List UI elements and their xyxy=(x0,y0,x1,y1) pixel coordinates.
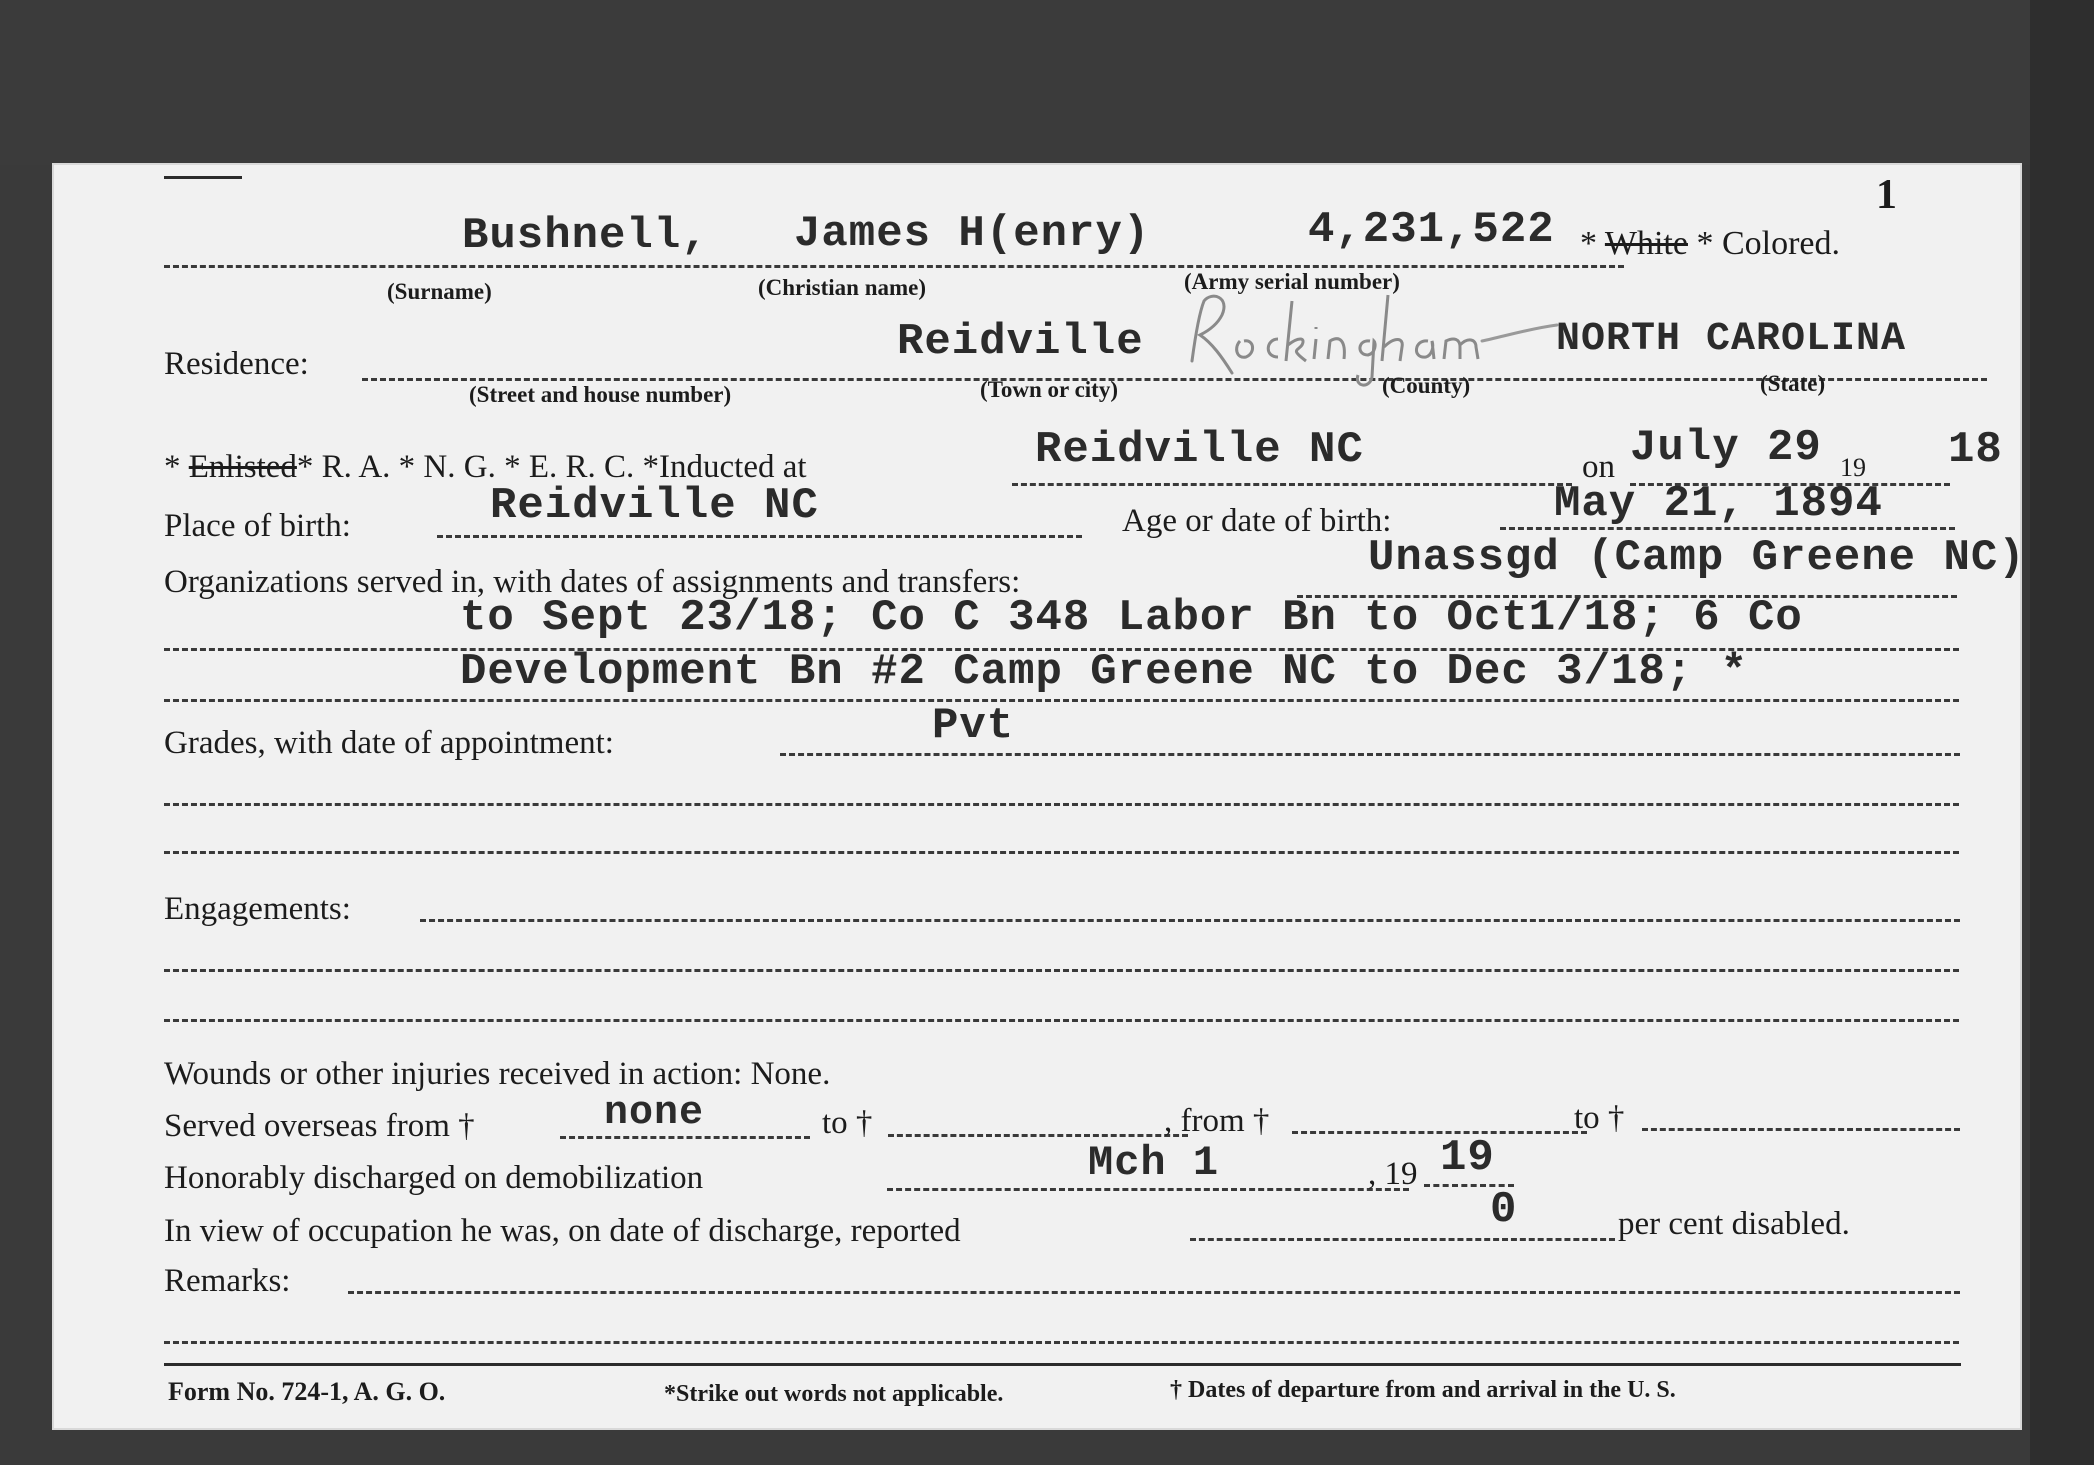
form-number: Form No. 724-1, A. G. O. xyxy=(168,1377,446,1406)
christian-name-value: James H(enry) xyxy=(794,209,1151,259)
overseas-to2-label: to † xyxy=(1574,1100,1625,1136)
discharge-date-value: Mch 1 xyxy=(1088,1139,1220,1187)
overseas-from-line xyxy=(560,1136,810,1139)
remarks-line-1 xyxy=(348,1291,1960,1294)
race-colored: * Colored. xyxy=(1696,225,1841,262)
surname-caption: (Surname) xyxy=(387,279,492,304)
card-number: 1 xyxy=(1876,172,1897,218)
overseas-to-line xyxy=(888,1134,1188,1137)
discharge-year-value: 19 xyxy=(1440,1133,1495,1183)
overseas-from2-label: , from † xyxy=(1164,1103,1270,1139)
christian-name-caption: (Christian name) xyxy=(758,275,927,300)
remarks-label: Remarks: xyxy=(164,1263,291,1299)
discharge-label: Honorably discharged on demobilization xyxy=(164,1160,704,1196)
induction-on-label: on xyxy=(1582,449,1615,485)
serial-number-caption: (Army serial number) xyxy=(1184,269,1400,294)
handwritten-county-signature xyxy=(1182,281,1562,391)
engagements-line-3 xyxy=(164,1019,1959,1022)
organizations-label: Organizations served in, with dates of assignments and transfers: xyxy=(164,564,1021,600)
induction-date-value: July 29 xyxy=(1630,423,1822,473)
strike-note: *Strike out words not applicable. xyxy=(664,1381,1004,1407)
grades-line-3 xyxy=(164,851,1959,854)
state-caption: (State) xyxy=(1760,371,1826,396)
dates-note: † Dates of departure from and arrival in the U. S. xyxy=(1170,1377,1676,1403)
overseas-to2-line xyxy=(1642,1128,1960,1131)
induction-place-line xyxy=(1012,483,1572,486)
birth-place-label: Place of birth: xyxy=(164,508,351,544)
enlisted-struck: Enlisted xyxy=(188,449,297,485)
disability-label: In view of occupation he was, on date of discharge, reported xyxy=(164,1213,961,1249)
grades-label: Grades, with date of appointment: xyxy=(164,725,614,761)
service-record-card xyxy=(52,163,2026,1430)
grades-line-1 xyxy=(780,753,1960,756)
induction-place-value: Reidville NC xyxy=(1035,425,1364,475)
surname-value: Bushnell, xyxy=(462,211,709,261)
engagements-label: Engagements: xyxy=(164,891,351,927)
birth-place-value: Reidville NC xyxy=(490,481,819,531)
induction-year-prefix: 19 xyxy=(1840,453,1866,482)
residence-state-value: NORTH CAROLINA xyxy=(1556,317,1907,362)
organizations-value-2: to Sept 23/18; Co C 348 Labor Bn to Oct1/18; 6 Co xyxy=(460,593,1803,643)
grades-value: Pvt xyxy=(932,701,1015,751)
town-caption: (Town or city) xyxy=(980,377,1118,402)
serial-number-value: 4,231,522 xyxy=(1308,205,1555,255)
organizations-value-1: Unassgd (Camp Greene NC) xyxy=(1368,533,2026,583)
birth-date-label: Age or date of birth: xyxy=(1122,503,1392,539)
engagements-line-2 xyxy=(164,969,1959,972)
footer-rule xyxy=(164,1363,1961,1366)
organizations-line-3 xyxy=(164,699,1959,702)
birth-date-value: May 21, 1894 xyxy=(1554,479,1883,529)
induction-label: * Enlisted* R. A. * N. G. * E. R. C. *Inducted at xyxy=(164,449,807,485)
induction-year-value: 18 xyxy=(1948,425,2003,475)
corner-rule xyxy=(164,176,242,179)
overseas-from-value: none xyxy=(604,1091,705,1136)
race-options: * White * Colored. xyxy=(1580,225,1841,262)
residence-label: Residence: xyxy=(164,346,309,382)
scanner-background-right xyxy=(2030,0,2094,1465)
race-white: White xyxy=(1604,225,1688,262)
disability-line xyxy=(1190,1238,1615,1241)
grades-line-2 xyxy=(164,803,1959,806)
discharge-date-line xyxy=(887,1188,1409,1191)
discharge-year-label: , 19 xyxy=(1368,1156,1418,1192)
overseas-label: Served overseas from † xyxy=(164,1108,475,1144)
disability-suffix: per cent disabled. xyxy=(1618,1206,1850,1242)
county-handwritten xyxy=(1182,281,1562,391)
residence-line xyxy=(362,378,1987,381)
induction-options: * R. A. * N. G. * E. R. C. *Inducted at xyxy=(296,449,807,485)
birth-place-line xyxy=(437,535,1082,538)
wounds-label: Wounds or other injuries received in action: None. xyxy=(164,1056,831,1092)
remarks-line-2 xyxy=(164,1341,1959,1344)
street-caption: (Street and house number) xyxy=(469,382,732,407)
name-line xyxy=(164,265,1624,268)
organizations-value-3: Development Bn #2 Camp Greene NC to Dec 3/18; * xyxy=(460,647,1749,697)
scanner-background-top xyxy=(0,0,2094,165)
residence-town-value: Reidville xyxy=(897,317,1144,367)
overseas-to-label: to † xyxy=(822,1105,873,1141)
disability-value: 0 xyxy=(1490,1185,1518,1235)
engagements-line-1 xyxy=(420,919,1960,922)
county-caption: (County) xyxy=(1382,373,1471,398)
